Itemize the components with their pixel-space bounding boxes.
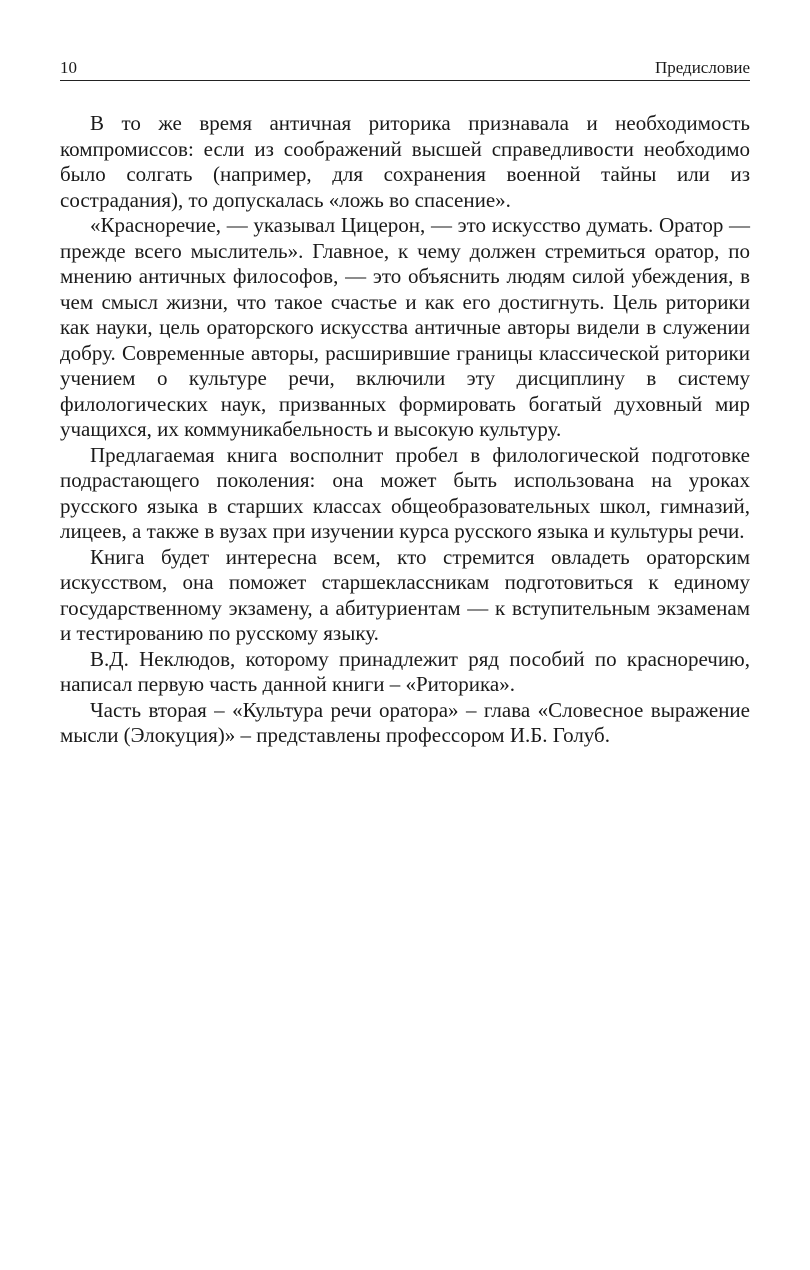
paragraph: Предлагаемая книга восполнит пробел в филологической подготовке подрастающего поколения: она может быть использована на уроках русского языка в старших классах общеобразовательных школ, гимназий, лицеев, а также в вузах при изучении курса русского языка и культуры речи. bbox=[60, 442, 750, 543]
paragraph: В.Д. Неклюдов, которому принадлежит ряд пособий по красноречию, написал первую часть данной книги – «Риторика». bbox=[60, 646, 750, 696]
page-number: 10 bbox=[60, 58, 77, 77]
section-title: Предисловие bbox=[654, 58, 750, 77]
paragraph: Книга будет интересна всем, кто стремится овладеть ораторским искусством, она поможет старшеклассникам подготовиться к единому государственному экзамену, а абитуриентам — к вступительным экзаменам и тестированию по русскому языку. bbox=[60, 544, 750, 645]
paragraph: «Красноречие, — указывал Цицерон, — это искусство думать. Оратор — прежде всего мыслитель». Главное, к чему должен стремиться оратор, по мнению античных философов, — это объяснить людям силой убеждения, в чем смысл жизни, что такое счастье и как его достигнуть. Цель риторики как науки, цель ораторского искусства античные авторы видели в служении добру. Современные авторы, расширившие границы классической риторики учением о культуре речи, включили эту дисциплину в систему филологических наук, призванных формировать богатый духовный мир учащихся, их коммуникабельность и высокую культуру. bbox=[60, 213, 750, 441]
paragraph: Часть вторая – «Культура речи оратора» – глава «Словесное выражение мысли (Элокуция)» – представлены профессором И.Б. Голуб. bbox=[60, 697, 750, 747]
paragraph: В то же время античная риторика признавала и необходимость компромиссов: если из соображений высшей справедливости необходимо было солгать (например, для сохранения военной тайны или из сострадания), то допускалась «ложь во спасение». bbox=[60, 111, 750, 212]
body-text bbox=[60, 111, 750, 749]
running-header bbox=[60, 58, 750, 81]
